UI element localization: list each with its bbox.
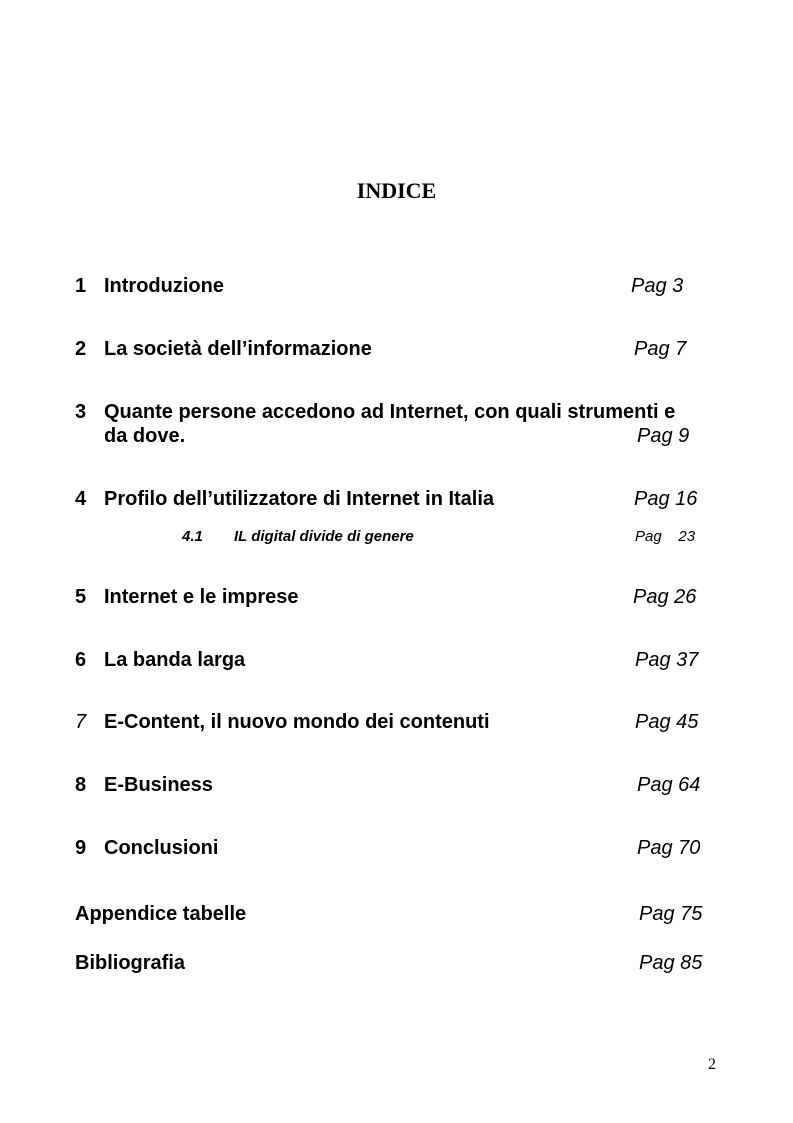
toc-subentry-label: IL digital divide di genere [234, 528, 414, 545]
toc-entry-label: La società dell’informazione [104, 338, 372, 360]
toc-entry-banda-larga [0, 648, 793, 676]
toc-entry-number: 1 [75, 275, 87, 297]
toc-entry-label: Introduzione [104, 275, 224, 297]
toc-entry-number: 9 [75, 837, 87, 859]
toc-subentry-page: Pag 23 [635, 528, 696, 545]
toc-entry-e-business [0, 773, 793, 801]
toc-entry-page: Pag 45 [635, 711, 699, 733]
toc-subentry-number: 4.1 [182, 528, 203, 545]
toc-entry-label: E-Business [104, 774, 213, 796]
toc-entry-label: E-Content, il nuovo mondo dei contenuti [104, 711, 490, 733]
toc-entry-e-content [0, 710, 793, 738]
toc-entry-page: Pag 9 [637, 425, 690, 447]
toc-entry-number: 3 [75, 401, 87, 423]
page-title: INDICE [356, 178, 437, 203]
toc-entry-page: Pag 37 [635, 649, 699, 671]
page-number: 2 [708, 1056, 716, 1073]
toc-entry-introduzione [0, 274, 793, 302]
toc-entry-page: Pag 70 [637, 837, 701, 859]
toc-entry-page: Pag 85 [639, 952, 703, 974]
toc-entry-label: Bibliografia [75, 952, 186, 974]
toc-entry-profilo [0, 487, 793, 515]
toc-entry-number: 2 [75, 338, 87, 360]
toc-entry-page: Pag 7 [634, 338, 687, 360]
toc-entry-number: 6 [75, 649, 87, 671]
toc-entry-number: 5 [75, 586, 87, 608]
toc-entry-number: 7 [75, 711, 87, 733]
toc-entry-label: Conclusioni [104, 837, 219, 859]
toc-subentry-digital-divide [0, 528, 793, 548]
toc-entry-page: Pag 16 [634, 488, 698, 510]
toc-entry-accesso [0, 400, 793, 452]
toc-entry-page: Pag 3 [631, 275, 684, 297]
toc-entry-label: La banda larga [104, 649, 246, 671]
toc-entry-bibliografia [0, 951, 793, 979]
toc-entry-label-continuation: da dove. [104, 425, 186, 447]
toc-entry-label: Appendice tabelle [75, 903, 247, 925]
toc-entry-imprese [0, 585, 793, 613]
toc-entry-appendice [0, 902, 793, 930]
toc-entry-societa [0, 337, 793, 365]
toc-entry-number: 4 [75, 488, 87, 510]
toc-entry-number: 8 [75, 774, 87, 796]
toc-entry-label: Profilo dell’utilizzatore di Internet in Italia [104, 488, 495, 510]
toc-entry-label: Quante persone accedono ad Internet, con quali strumenti e [104, 401, 676, 423]
toc-entry-label: Internet e le imprese [104, 586, 299, 608]
toc-entry-page: Pag 64 [637, 774, 701, 796]
toc-entry-conclusioni [0, 836, 793, 864]
toc-entry-page: Pag 26 [633, 586, 697, 608]
toc-entry-page: Pag 75 [639, 903, 703, 925]
